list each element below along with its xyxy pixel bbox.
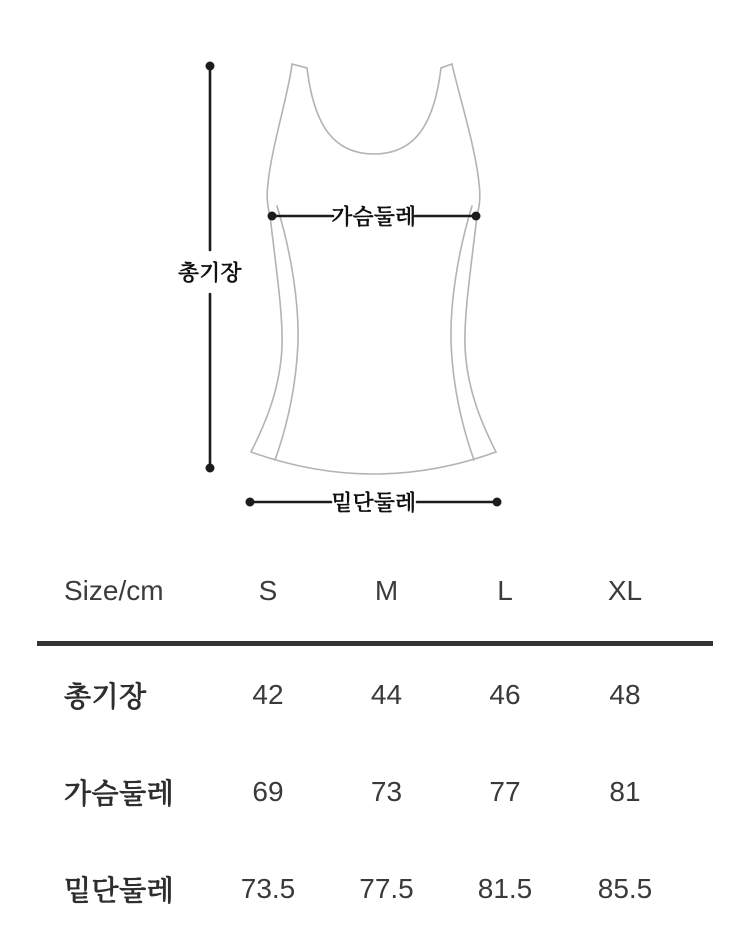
cell-value: 81.5 (477, 872, 533, 904)
cell-value: 77.5 (359, 872, 414, 904)
cell-value: 42 (252, 678, 284, 710)
size-unit-header: Size/cm (64, 575, 164, 606)
hem-label: 밑단둘레 (331, 491, 417, 515)
measure-dot (493, 498, 502, 507)
size-table-header-row (37, 560, 713, 641)
table-row-hem (37, 840, 713, 937)
total-length-measure (178, 62, 243, 473)
cell-value: 44 (370, 678, 403, 710)
row-label: 총기장 (64, 680, 147, 712)
measure-dot (472, 212, 481, 221)
size-header-l: L (497, 575, 513, 606)
row-label: 가슴둘레 (64, 777, 175, 809)
tank-top-left-seam (275, 206, 298, 460)
cell-value: 46 (489, 678, 521, 710)
measure-dot (206, 464, 215, 473)
cell-value: 77 (489, 775, 521, 807)
cell-value: 48 (609, 678, 641, 710)
cell-value: 81 (609, 775, 641, 807)
row-label: 밑단둘레 (64, 874, 175, 906)
chest-measure (268, 204, 481, 229)
hem-measure (246, 490, 502, 515)
table-row-total-length (37, 646, 713, 743)
size-header-m: M (374, 575, 399, 606)
tank-top-right-seam (451, 206, 474, 460)
cell-value: 73.5 (240, 872, 296, 904)
total-length-label: 총기장 (178, 261, 242, 285)
size-table (37, 560, 713, 937)
size-header-xl: XL (607, 575, 643, 606)
cell-value: 85.5 (597, 872, 653, 904)
tank-top-outline (251, 64, 496, 474)
cell-value: 73 (370, 775, 403, 807)
chest-label: 가슴둘레 (331, 205, 417, 229)
size-header-s: S (258, 575, 278, 606)
table-row-chest (37, 743, 713, 840)
cell-value: 69 (252, 775, 284, 807)
